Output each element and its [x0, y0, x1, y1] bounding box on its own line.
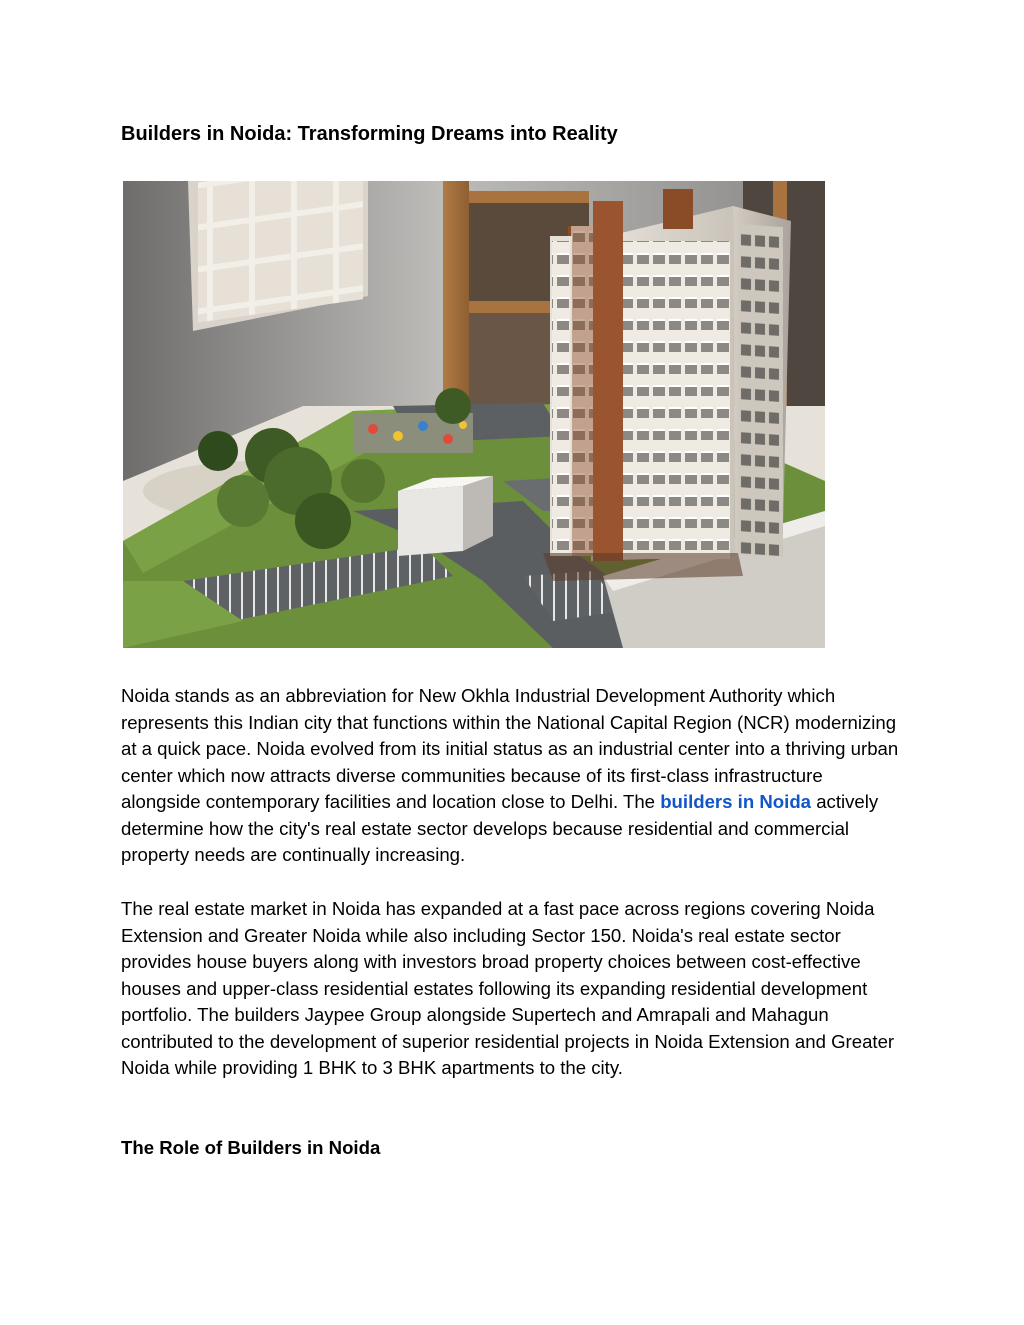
intro-text-before-link: Noida stands as an abbreviation for New Okhla Industrial Development Authority which represents this Indian city that functions within the National Capital Region (NCR) modernizing at a quick pace. Noida evolved from its initial status as an industrial center into a thriving urban center which now attracts diverse communities because of its first-class infrastructure alongside contemporary facilities and location close to Delhi. The [121, 685, 899, 812]
market-paragraph: The real estate market in Noida has expanded at a fast pace across regions covering Noida Extension and Greater Noida while also including Sector 150. Noida's real estate sector provides house buyers along with investors broad property choices between cost-effective houses and upper-class residential estates following its expanding residential development portfolio. The builders Jaypee Group alongside Supertech and Amrapali and Mahagun contributed to the development of superior residential projects in Noida Extension and Greater Noida while providing 1 BHK to 3 BHK apartments to the city. [121, 898, 895, 1078]
intro-text-after-link: actively determine how the city's real estate sector develops because residential and commercial property needs are continually increasing. [121, 791, 879, 865]
intro-paragraph [121, 683, 906, 869]
page-title: Builders in Noida: Transforming Dreams into Reality [121, 123, 618, 145]
section-heading: The Role of Builders in Noida [121, 1137, 381, 1158]
building-model-photo [123, 181, 825, 648]
builders-in-noida-link[interactable]: builders in Noida [660, 791, 812, 812]
